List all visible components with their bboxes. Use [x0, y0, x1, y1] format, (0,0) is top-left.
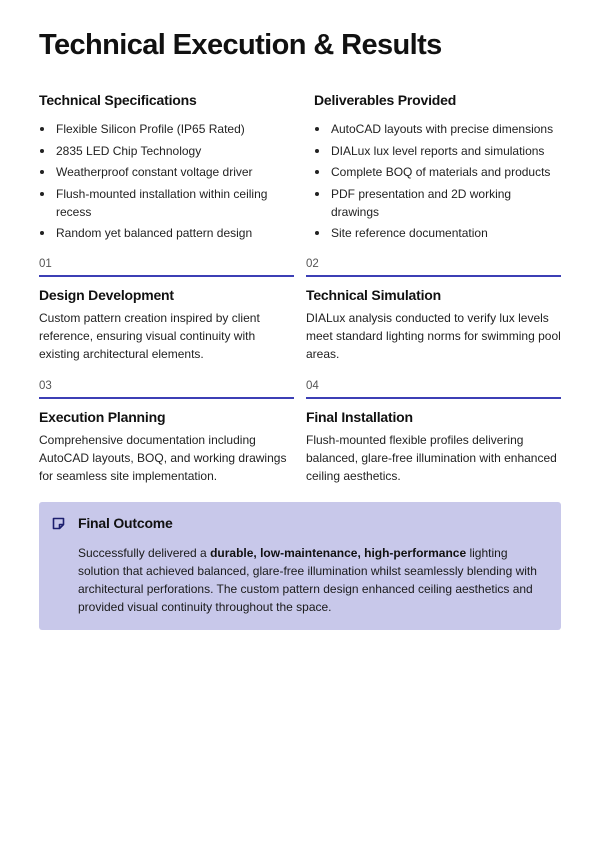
list-item: Complete BOQ of materials and products	[314, 163, 561, 181]
page-title: Technical Execution & Results	[39, 29, 442, 61]
bullet-icon	[40, 170, 44, 174]
step-description: Custom pattern creation inspired by client reference, ensuring visual continuity with existing architectural elements.	[39, 311, 260, 361]
highlighted-text: durable, low-maintenance, high-performance	[210, 546, 467, 560]
step-divider	[39, 397, 294, 399]
step-design-development	[39, 257, 294, 363]
step-number: 01	[39, 258, 52, 270]
bullet-icon	[315, 170, 319, 174]
bullet-icon	[40, 192, 44, 196]
step-divider	[39, 275, 294, 277]
step-number: 04	[306, 380, 319, 392]
technical-specifications-list	[39, 120, 289, 242]
bullet-icon	[315, 127, 319, 131]
deliverables-list	[314, 120, 561, 242]
step-number: 03	[39, 380, 52, 392]
step-number: 02	[306, 258, 319, 270]
list-item: Site reference documentation	[314, 224, 561, 242]
final-outcome-text: Successfully delivered a durable, low-maintenance, high-performance lighting solution that achieved balanced, glare-free illumination whilst seamlessly blending with architectural perforations. The custom pattern design enhanced ceiling aesthetics and provided visual continuity throughout the space.	[78, 546, 537, 614]
technical-specifications-section	[39, 92, 289, 246]
list-item: DIALux lux level reports and simulations	[314, 142, 561, 160]
step-technical-simulation	[306, 257, 561, 363]
step-divider	[306, 397, 561, 399]
step-title: Technical Simulation	[306, 287, 441, 303]
list-item: Random yet balanced pattern design	[39, 224, 289, 242]
deliverables-heading: Deliverables Provided	[314, 92, 457, 108]
list-item: AutoCAD layouts with precise dimensions	[314, 120, 561, 138]
step-description: DIALux analysis conducted to verify lux levels meet standard lighting norms for swimming pool areas.	[306, 311, 561, 361]
final-outcome-callout	[39, 502, 561, 630]
bullet-icon	[40, 149, 44, 153]
bullet-icon	[315, 149, 319, 153]
note-icon	[52, 517, 65, 530]
step-execution-planning	[39, 379, 294, 485]
bullet-icon	[40, 127, 44, 131]
list-item: PDF presentation and 2D working drawings	[314, 185, 561, 221]
step-description: Flush-mounted flexible profiles delivering balanced, glare-free illumination with enhanced ceiling aesthetics.	[306, 433, 557, 483]
list-item: 2835 LED Chip Technology	[39, 142, 289, 160]
step-title: Design Development	[39, 287, 174, 303]
technical-specifications-heading: Technical Specifications	[39, 92, 197, 108]
step-description: Comprehensive documentation including AutoCAD layouts, BOQ, and working drawings for seamless site implementation.	[39, 433, 287, 483]
step-title: Execution Planning	[39, 409, 166, 425]
bullet-icon	[40, 231, 44, 235]
step-divider	[306, 275, 561, 277]
bullet-icon	[315, 231, 319, 235]
final-outcome-title: Final Outcome	[78, 515, 173, 531]
deliverables-section	[314, 92, 561, 246]
list-item: Weatherproof constant voltage driver	[39, 163, 289, 181]
step-final-installation	[306, 379, 561, 485]
list-item: Flexible Silicon Profile (IP65 Rated)	[39, 120, 289, 138]
list-item: Flush-mounted installation within ceiling recess	[39, 185, 289, 221]
step-title: Final Installation	[306, 409, 413, 425]
bullet-icon	[315, 192, 319, 196]
